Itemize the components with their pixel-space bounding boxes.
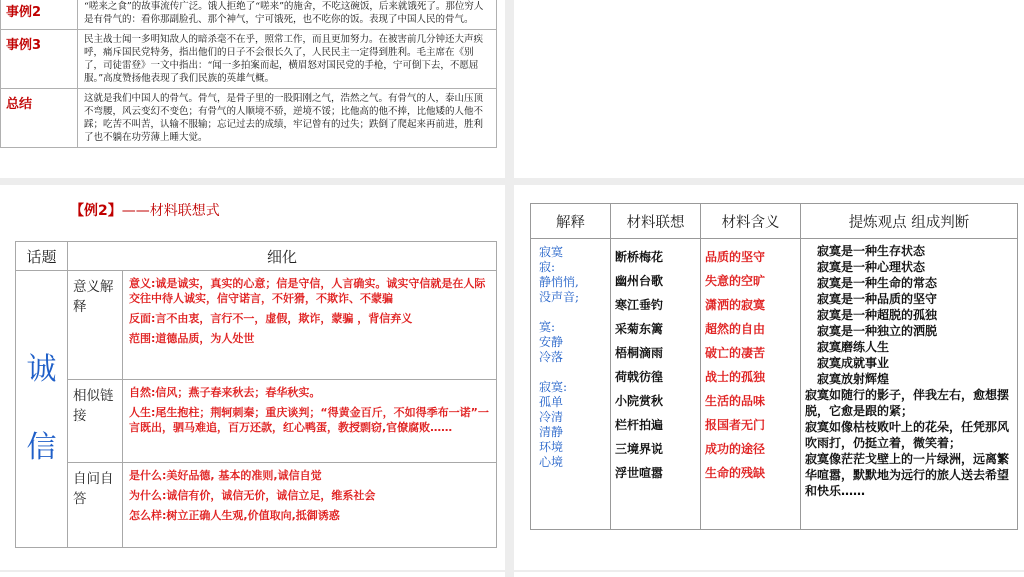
cases-table bbox=[0, 0, 497, 148]
view-item: 寂寞磨练人生 bbox=[817, 340, 890, 354]
row-label: 意义解释 bbox=[68, 271, 123, 380]
explain-cell bbox=[531, 239, 611, 530]
analysis-table bbox=[530, 203, 1018, 530]
material-item: 浮世喧嚣 bbox=[615, 466, 664, 480]
panel-next-right bbox=[514, 572, 1024, 577]
explain-line: 环境 bbox=[539, 440, 564, 454]
panel-example bbox=[0, 185, 505, 570]
detail-line: 为什么:诚信有价，诚信无价，诚信立足，维系社会 bbox=[129, 489, 376, 502]
meaning-item: 失意的空旷 bbox=[705, 274, 766, 288]
explain-line: 静悄悄, bbox=[539, 275, 579, 289]
material-item: 荷戟彷徨 bbox=[615, 370, 664, 384]
detail-line: 反面:言不由衷，言行不一，虚假，欺诈，蒙骗 ，背信弃义 bbox=[129, 312, 413, 325]
case-row bbox=[1, 30, 497, 89]
meaning-item: 战士的孤独 bbox=[705, 370, 766, 384]
header-explain: 解释 bbox=[531, 204, 611, 239]
explain-line: 寞: bbox=[539, 320, 556, 334]
detail-line: 自然:信风；燕子春来秋去；春华秋实。 bbox=[129, 386, 321, 399]
row-content bbox=[123, 271, 497, 380]
paragraph-item: 寂寞如像枯枝败叶上的花朵，任凭那风吹雨打，仍挺立着，微笑着； bbox=[805, 420, 1010, 450]
example-title bbox=[70, 200, 220, 220]
material-item: 梧桐滴雨 bbox=[615, 346, 664, 360]
meaning-item: 品质的坚守 bbox=[705, 250, 766, 264]
topic-char-1: 诚 bbox=[26, 352, 57, 387]
material-item: 采菊东篱 bbox=[615, 322, 664, 336]
case-text: 民主战士闻一多明知敌人的暗杀毫不在乎，照常工作，而且更加努力。在被害前几分钟还大声疾呼，痛斥国民党特务，指出他们的日子不会很长久了，人民民主一定得到胜利。毛主席在《别了，司徒雷登》一文中指出：“闻一多拍案而起，横眉怒对国民党的手枪，宁可倒下去，不愿屈服。”高度赞扬他表现了我们民族的英雄气概。 bbox=[78, 30, 497, 89]
material-item: 寒江垂钓 bbox=[615, 298, 664, 312]
explain-line: 寂: bbox=[539, 260, 556, 274]
explain-line: 寂寞 bbox=[539, 245, 564, 259]
view-item: 寂寞是一种超脱的孤独 bbox=[817, 308, 938, 322]
detail-line: 人生:尾生抱柱；荆轲刺秦；重庆谈判；“得黄金百斤，不如得季布一诺”一言既出，驷马难追，百万还款，红心鸭蛋，教授剽窃,官僚腐败…… bbox=[129, 406, 489, 434]
explain-line: 寂寞: bbox=[539, 380, 568, 394]
detail-line: 范围:道德品质，为人处世 bbox=[129, 332, 255, 345]
topic-char-2: 信 bbox=[26, 430, 57, 465]
explain-line: 冷落 bbox=[539, 350, 564, 364]
material-item: 栏杆拍遍 bbox=[615, 418, 664, 432]
explain-line: 孤单 bbox=[539, 395, 564, 409]
material-item: 小院赏秋 bbox=[615, 394, 664, 408]
meaning-cell bbox=[701, 239, 801, 530]
header-meaning: 材料含义 bbox=[701, 204, 801, 239]
case-text: “嗟来之食”的故事流传广泛。饿人拒绝了“嗟来”的施舍，不吃这碗饭，后来就饿死了。那位穷人是有骨气的：看你那副脸孔、那个神气，宁可饿死，也不吃你的饭。表现了中国人民的骨气。 bbox=[78, 0, 497, 30]
explain-line: 冷清 bbox=[539, 410, 564, 424]
panel-cases bbox=[0, 0, 505, 178]
view-item: 寂寞是一种生命的常态 bbox=[817, 276, 938, 290]
header-topic: 话题 bbox=[16, 242, 68, 271]
row-label: 自问自答 bbox=[68, 463, 123, 548]
meaning-item: 超然的自由 bbox=[705, 322, 766, 336]
case-label: 事例2 bbox=[1, 0, 78, 30]
paragraph-item: 寂寞像茫茫戈壁上的一片绿洲，远离繁华喧嚣，默默地为远行的旅人送去希望和快乐…… bbox=[805, 452, 1010, 498]
example-title-bracket: 【例2】 bbox=[70, 203, 122, 219]
explain-line: 清静 bbox=[539, 425, 564, 439]
panel-blank-top-right bbox=[514, 0, 1024, 178]
material-item: 幽州台歌 bbox=[615, 274, 664, 288]
meaning-item: 潇洒的寂寞 bbox=[705, 298, 766, 312]
material-item: 三境界说 bbox=[615, 442, 664, 456]
view-item: 寂寞放射辉煌 bbox=[817, 372, 890, 386]
detail-line: 是什么:美好品德, 基本的准则,诚信自觉 bbox=[129, 469, 322, 482]
material-cell bbox=[611, 239, 701, 530]
explain-line bbox=[539, 365, 606, 380]
detail-line: 意义:诚是诚实，真实的心意；信是守信，人言确实。诚实守信就是在人际交往中待人诚实，信守诺言，不奸猾，不欺诈、不蒙骗 bbox=[129, 277, 486, 305]
paragraph-item: 寂寞如随行的影子，伴我左右，愈想摆脱，它愈是跟的紧； bbox=[805, 388, 1010, 418]
row-label: 相似链接 bbox=[68, 380, 123, 463]
explain-line: 没声音; bbox=[539, 290, 580, 304]
meaning-item: 成功的途径 bbox=[705, 442, 766, 456]
header-view: 提炼观点 组成判断 bbox=[801, 204, 1018, 239]
case-label: 事例3 bbox=[1, 30, 78, 89]
header-material: 材料联想 bbox=[611, 204, 701, 239]
detail-line: 怎么样:树立正确人生观,价值取向,抵御诱惑 bbox=[129, 509, 340, 522]
case-text: 这就是我们中国人的骨气。骨气，是骨子里的一股阳刚之气，浩然之气。有骨气的人，泰山压顶不弯腰，风云变幻不变色；有骨气的人顺境不骄，逆境不馁；比他高的他不捧，比他矮的人他不踩；吃苦不叫苦，认输不服输；忘记过去的成绩，牢记曾有的过失；跌倒了爬起来再前进，胜利了也不躺在功劳薄上睡大觉。 bbox=[78, 89, 497, 148]
view-list bbox=[805, 243, 1013, 387]
explain-line: 安静 bbox=[539, 335, 564, 349]
view-item: 寂寞是一种品质的坚守 bbox=[817, 292, 938, 306]
explain-line: 心境 bbox=[539, 455, 564, 469]
topic-cell bbox=[16, 271, 68, 548]
meaning-item: 生活的品味 bbox=[705, 394, 766, 408]
material-item: 断桥梅花 bbox=[615, 250, 664, 264]
view-item: 寂寞是一种心理状态 bbox=[817, 260, 926, 274]
panel-next-left bbox=[0, 572, 505, 577]
meaning-item: 报国者无门 bbox=[705, 418, 766, 432]
header-detail: 细化 bbox=[68, 242, 497, 271]
view-item: 寂寞是一种生存状态 bbox=[817, 244, 926, 258]
panel-analysis bbox=[514, 185, 1024, 570]
case-row bbox=[1, 0, 497, 30]
example-title-rest: ——材料联想式 bbox=[121, 203, 220, 219]
view-cell bbox=[801, 239, 1018, 530]
case-row bbox=[1, 89, 497, 148]
row-content bbox=[123, 463, 497, 548]
view-item: 寂寞是一种独立的洒脱 bbox=[817, 324, 938, 338]
meaning-item: 生命的残缺 bbox=[705, 466, 766, 480]
explain-line bbox=[539, 305, 606, 320]
view-item: 寂寞成就事业 bbox=[817, 356, 890, 370]
row-content bbox=[123, 380, 497, 463]
paragraph-list bbox=[805, 387, 1013, 499]
meaning-item: 破亡的凄苦 bbox=[705, 346, 766, 360]
detail-table bbox=[15, 241, 497, 548]
case-label: 总结 bbox=[1, 89, 78, 148]
